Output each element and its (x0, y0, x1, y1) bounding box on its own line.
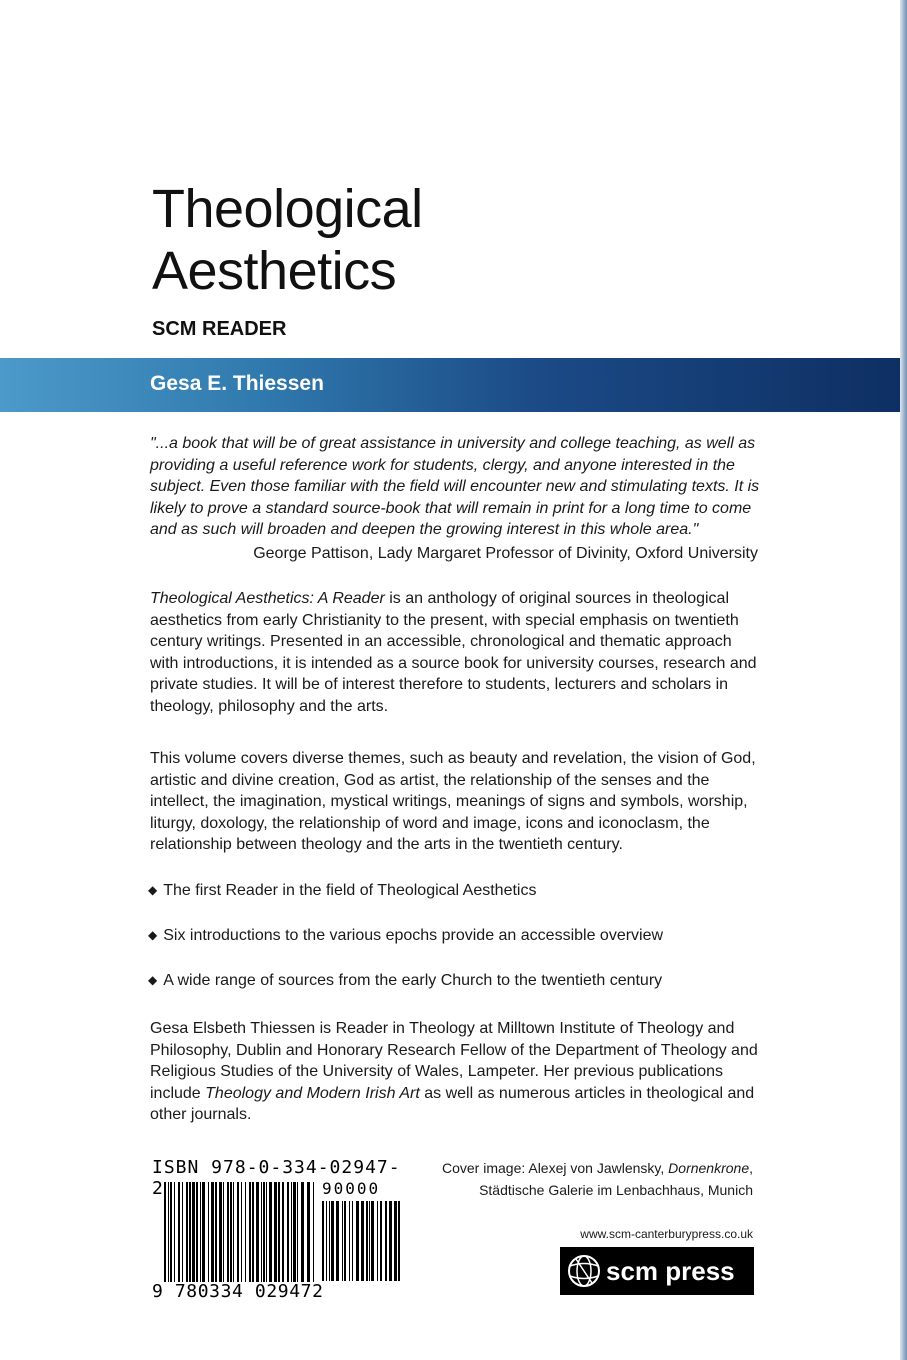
barcode-bar (326, 1201, 327, 1281)
barcode-bar (336, 1201, 339, 1281)
barcode-bar (291, 1182, 292, 1282)
barcode-bar (192, 1182, 195, 1282)
barcode-bar (249, 1182, 251, 1282)
barcode-bar (369, 1201, 370, 1281)
spine-edge (900, 0, 907, 1360)
barcode-bar (322, 1201, 324, 1281)
isbn-barcode (152, 1157, 402, 1307)
barcode-bar (237, 1182, 239, 1282)
author-name: Gesa E. Thiessen (150, 372, 324, 395)
barcode-bar (178, 1182, 180, 1282)
feature-item (148, 970, 758, 1015)
author-bio-text-end: as well as numerous articles in theological and other journals. (150, 1084, 755, 1123)
barcode-bar (245, 1182, 246, 1282)
description-paragraph-1 (150, 588, 760, 717)
feature-list (148, 880, 758, 1015)
barcode-bar (261, 1182, 262, 1282)
barcode-bar (230, 1182, 232, 1282)
barcode-bar (342, 1201, 343, 1281)
barcode-bar (233, 1182, 234, 1282)
barcode-bar (380, 1201, 382, 1281)
barcode-bar (297, 1182, 298, 1282)
barcode-bar (377, 1201, 378, 1281)
isbn-label: ISBN 978-0-334-02947-2 (152, 1157, 401, 1199)
barcode-bar (282, 1182, 284, 1282)
barcode-bar (269, 1182, 272, 1282)
author-bio (150, 1018, 760, 1126)
cover-credit-suffix: , (749, 1160, 753, 1176)
barcode-bar (287, 1182, 289, 1282)
title-line-1: Theological (152, 179, 423, 239)
endorsement-quote: "...a book that will be of great assistance in university and college teaching, as well as providing a useful reference work for students, clergy, and anyone interested in the subject. Even those familiar with the field will encounter new and stimulating texts. It is likely to prove a standard source-book that will remain in print for a long time to come and as such will broaden and deepen the growing interest in this whole area." (150, 435, 760, 538)
barcode-bar (186, 1182, 188, 1282)
barcode-bar (371, 1201, 374, 1281)
publisher-logo (560, 1247, 754, 1295)
barcode-bar (274, 1182, 277, 1282)
feature-item-text: Six introductions to the various epochs provide an accessible overview (163, 927, 664, 944)
barcode-bar (313, 1182, 314, 1282)
barcode-bar (278, 1182, 280, 1282)
barcode-bar (331, 1201, 334, 1281)
barcode-bar (168, 1182, 169, 1282)
feature-item (148, 880, 758, 925)
title-line-2: Aesthetics (152, 241, 397, 301)
book-title-inline: Theological Aesthetics: A Reader (150, 590, 385, 607)
author-band (0, 358, 900, 412)
barcode-bar (366, 1201, 368, 1281)
cover-artwork-title: Dornenkrone (668, 1160, 750, 1176)
barcode-bar (301, 1182, 304, 1282)
barcode-bar (223, 1182, 224, 1282)
globe-icon (566, 1253, 602, 1289)
description-paragraph-2: This volume covers diverse themes, such as beauty and revelation, the vision of God, artistic and divine creation, God as artist, the relationship of the senses and the intellect, the imagination, mystical writings, meanings of signs and symbols, worship, liturgy, doxology, the relationship of word and image, icons and iconoclasm, the relationship between theology and the arts in the twentieth century. (150, 750, 756, 853)
previous-publication-title: Theology and Modern Irish Art (205, 1084, 420, 1102)
barcode-digits: 9 780334 029472 (152, 1281, 324, 1302)
barcode-bar (385, 1201, 387, 1281)
barcode-addon-bars (322, 1201, 400, 1281)
diamond-bullet-icon: ◆ (148, 928, 158, 942)
barcode-bar (266, 1182, 267, 1282)
publisher-logo-text: scm press (606, 1255, 735, 1286)
endorsement-attribution: George Pattison, Lady Margaret Professor of Divinity, Oxford University (253, 545, 758, 562)
diamond-bullet-icon: ◆ (148, 883, 158, 897)
barcode-bar (211, 1182, 214, 1282)
barcode-bar (361, 1201, 364, 1281)
barcode-bar (389, 1201, 392, 1281)
feature-item-text: A wide range of sources from the early Church to the twentieth century (163, 972, 663, 989)
cover-image-credit (413, 1157, 753, 1201)
barcode-bar (352, 1201, 353, 1281)
cover-credit-prefix: Cover image: Alexej von Jawlensky, (441, 1160, 669, 1176)
barcode-bar (202, 1182, 205, 1282)
barcode-bar (164, 1182, 166, 1282)
barcode-bar (170, 1182, 172, 1282)
barcode-bar (241, 1182, 242, 1282)
description-paragraph-1-text: is an anthology of original sources in theological aesthetics from early Christianity to the present, with special emphasis on twentieth century writings. Presented in an accessible, chronological and thematic approach with introductions, it is intended as a source book for university courses, research and private studies. It will be of interest therefore to students, lecturers and scholars in theology, philosophy and the arts. (150, 590, 757, 715)
barcode-bar (196, 1182, 198, 1282)
diamond-bullet-icon: ◆ (148, 973, 158, 987)
barcode-bar (329, 1201, 330, 1281)
barcode-bar (219, 1182, 222, 1282)
barcode-bar (344, 1201, 346, 1281)
barcode-bar (208, 1182, 209, 1282)
barcode-bar (227, 1182, 229, 1282)
cover-credit-location: Städtische Galerie im Lenbachhaus, Munich (479, 1182, 753, 1198)
barcode-bar (307, 1182, 310, 1282)
barcode-bar (256, 1182, 259, 1282)
barcode-bar (356, 1201, 359, 1281)
barcode-bar (398, 1201, 400, 1281)
barcode-bar (189, 1182, 191, 1282)
barcode-bar (394, 1201, 397, 1281)
feature-item (148, 925, 758, 970)
barcode-addon-code: 90000 (322, 1179, 381, 1198)
barcode-bars (164, 1182, 314, 1282)
barcode-bar (215, 1182, 217, 1282)
barcode-bar (174, 1182, 175, 1282)
barcode-bar (200, 1182, 201, 1282)
book-title (152, 178, 423, 302)
barcode-bar (293, 1182, 296, 1282)
publisher-website: www.scm-canterburypress.co.uk (580, 1227, 753, 1241)
series-label: SCM READER (152, 318, 287, 340)
barcode-bar (252, 1182, 254, 1282)
barcode-bar (349, 1201, 350, 1281)
feature-item-text: The first Reader in the field of Theological Aesthetics (163, 882, 537, 899)
barcode-bar (182, 1182, 183, 1282)
barcode-bar (263, 1182, 265, 1282)
author-bio-text: Gesa Elsbeth Thiessen is Reader in Theology at Milltown Institute of Theology and Philosophy, Dublin and Honorary Research Fellow of the Department of Theology and Religious Studies of the University of Wales, Lampeter. Her previous publications include (150, 1020, 758, 1102)
